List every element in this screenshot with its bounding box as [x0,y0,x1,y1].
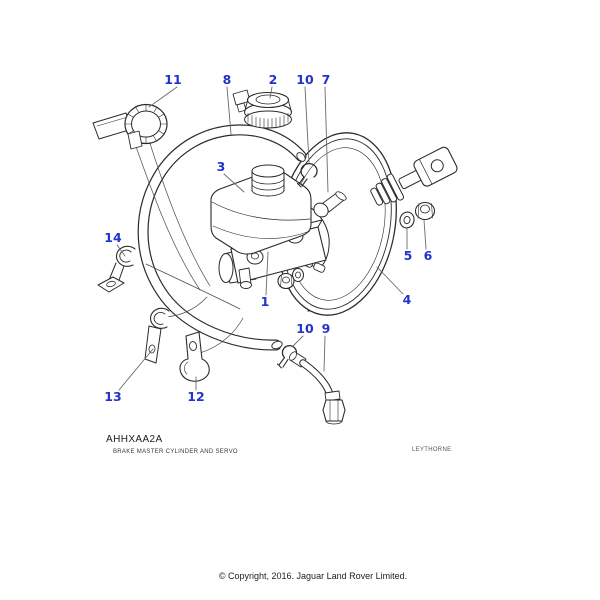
callout-6[interactable]: 6 [423,247,433,263]
vacuum-pipe-illustration [288,350,345,424]
callout-13[interactable]: 13 [104,388,122,404]
cable-clip-illustration [93,105,167,150]
callout-5[interactable]: 5 [403,247,413,263]
callout-2[interactable]: 2 [268,71,278,87]
plant-label: LEYTHORNE [412,447,452,453]
callout-9[interactable]: 9 [321,320,331,336]
callout-10-bottom[interactable]: 10 [296,320,314,336]
bracket-12-illustration [180,332,209,381]
callout-10-top[interactable]: 10 [296,71,314,87]
callout-11[interactable]: 11 [164,71,182,87]
clip-14-illustration [98,246,135,292]
callout-3[interactable]: 3 [216,158,226,174]
reservoir-cap-illustration [233,90,292,128]
callout-1[interactable]: 1 [260,293,270,309]
diagram-code: AHHXAA2A [106,434,163,445]
callout-4[interactable]: 4 [402,291,412,307]
callout-8[interactable]: 8 [222,71,232,87]
diagram-caption: BRAKE MASTER CYLINDER AND SERVO [113,449,238,455]
callout-14[interactable]: 14 [104,229,122,245]
copyright-notice: © Copyright, 2016. Jaguar Land Rover Limited. [218,571,408,581]
washer-illustration [398,211,415,230]
callout-7[interactable]: 7 [321,71,331,87]
nut-illustration [416,203,435,220]
callout-12[interactable]: 12 [187,388,205,404]
